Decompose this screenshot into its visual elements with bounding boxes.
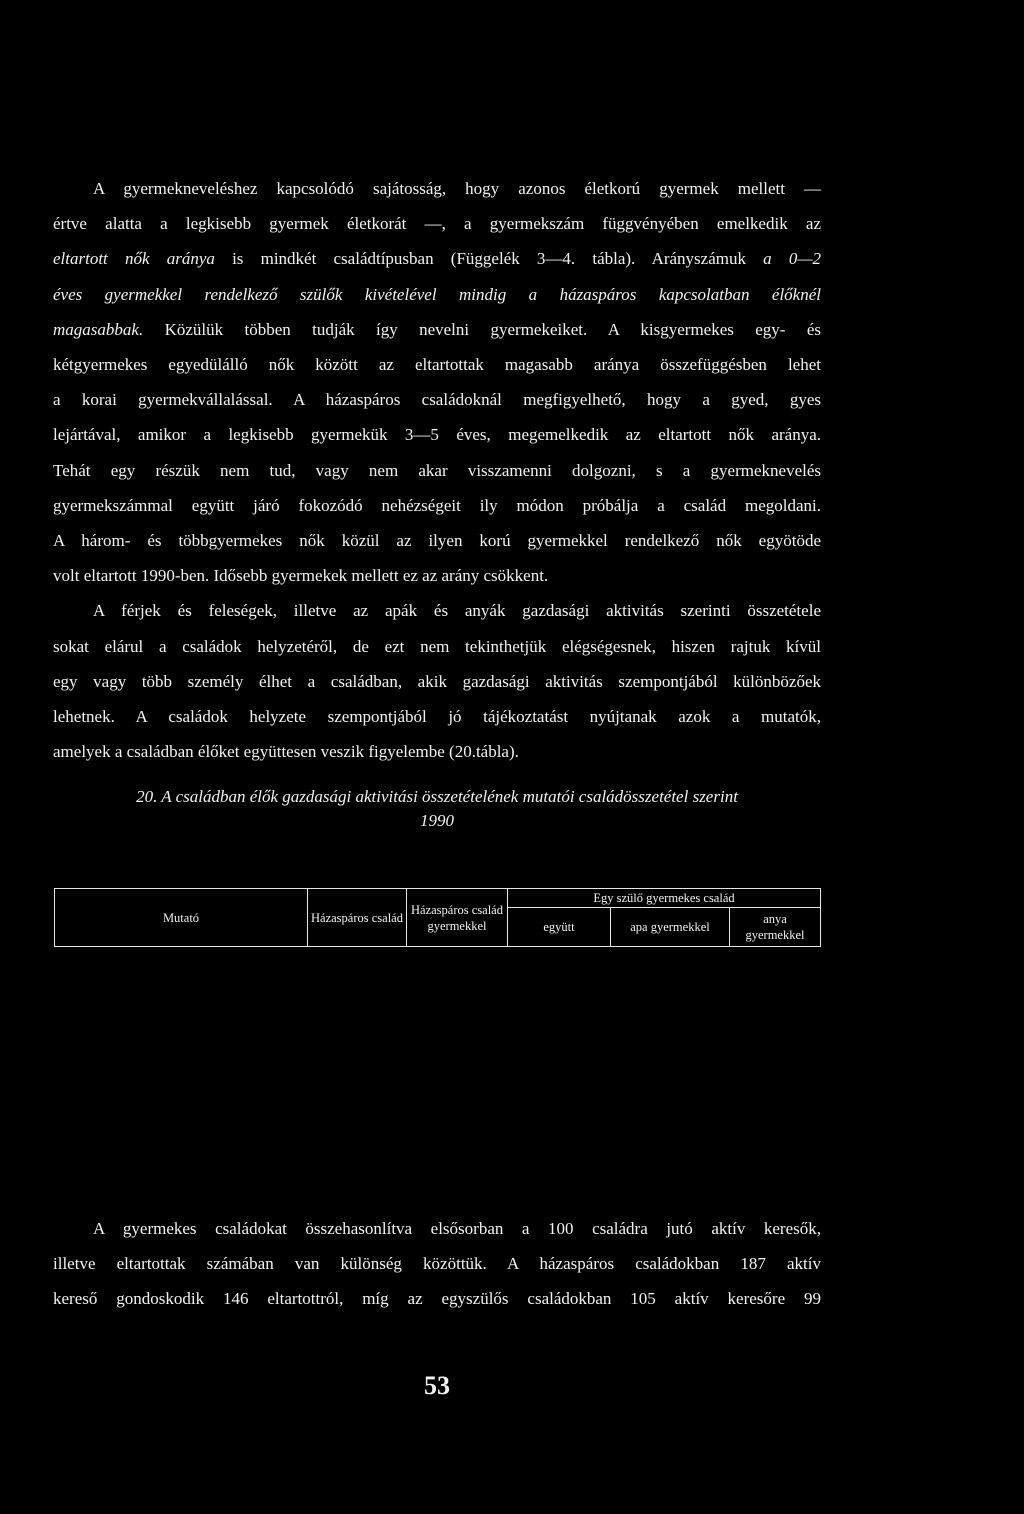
paragraph-family-children: [53, 171, 821, 593]
text-line: A gyermekneveléshez kapcsolódó sajátosság, hogy azonos életkorú gyermek mellett —: [93, 179, 821, 198]
text-span: Közülük többen tudják így nevelni gyermekeiket. A kisgyermekes egy- és: [143, 319, 821, 339]
text-line: sokat elárul a családok helyzetéről, de ezt nem tekinthetjük elégségesnek, hiszen rajtuk kívül: [53, 636, 821, 656]
text-line: [53, 241, 821, 276]
page-body: [53, 171, 821, 1400]
page-number: 53: [424, 1371, 450, 1400]
text-line: A férjek és feleségek, illetve az apák és anyák gazdasági aktivitás szerinti összetétele: [93, 601, 821, 621]
text-line: Tehát egy részük nem tud, vagy nem akar visszamenni dolgozni, s a gyermeknevelés: [53, 460, 821, 480]
table-20-header: [54, 888, 821, 947]
text-line: kétgyermekes egyedülálló nők között az eltartottak magasabb aránya összefüggésben lehet: [53, 355, 821, 375]
italic-text: eltartott nők aránya: [53, 249, 215, 269]
text-line: A három- és többgyermekes nők közül az ilyen korú gyermekkel rendelkező nők egyötöde: [53, 531, 821, 551]
table-year: 1990: [420, 811, 454, 831]
italic-text: a 0—2: [763, 249, 821, 269]
header-cell-egy-szulo: Egy szülő gyermekes család: [508, 889, 821, 908]
header-cell-hazaspar-gyermekkel: Házaspáros család gyermekkel: [407, 889, 508, 947]
header-cell-anya: anya gyermekkel: [730, 908, 821, 947]
header-cell-hazaspar-csalad: Házaspáros család: [308, 889, 407, 947]
text-line: egy vagy több személy élhet a családban, akik gazdasági aktivitás szempontjából különbözőek: [53, 671, 821, 691]
text-line: gyermekszámmal együtt járó fokozódó nehézségeit ily módon próbálja a család megoldani.: [53, 495, 821, 515]
header-cell-mutato: Mutató: [55, 889, 308, 947]
header-cell-egyutt: együtt: [508, 908, 611, 947]
paragraph-economic-activity: [53, 593, 821, 769]
text-line: amelyek a családban élőket együttesen veszik figyelembe (20.tábla).: [53, 742, 519, 762]
text-span: is mindkét családtípusban (Függelék 3—4. tábla). Arányszámuk: [214, 249, 764, 269]
text-line: a korai gyermekvállalással. A házaspáros családoknál megfigyelhető, hogy a gyed, gyes: [53, 390, 821, 410]
text-line: lejártával, amikor a legkisebb gyermekük 3—5 éves, megemelkedik az eltartott nők aránya.: [53, 425, 821, 445]
text-line: [53, 312, 821, 347]
table-title: 20. A családban élők gazdasági aktivitási összetételének mutatói családösszetétel szerint: [136, 787, 738, 807]
text-line: illetve eltartottak számában van különség közöttük. A házaspáros családokban 187 aktív: [53, 1254, 821, 1274]
table-caption: [53, 785, 821, 833]
text-line: értve alatta a legkisebb gyermek életkorát —, a gyermekszám függvényében emelkedik az: [53, 214, 821, 234]
italic-text: éves gyermekkel rendelkező szülők kivételével mindig a házaspáros kapcsolatban élőknél: [53, 284, 821, 304]
text-line: lehetnek. A családok helyzete szempontjából jó tájékoztatást nyújtanak azok a mutatók,: [53, 707, 821, 727]
header-cell-apa: apa gyermekkel: [611, 908, 730, 947]
italic-text: magasabbak.: [53, 319, 144, 339]
text-line: [53, 277, 821, 312]
paragraph-comparison: [53, 1211, 821, 1317]
text-line: A gyermekes családokat összehasonlítva elsősorban a 100 családra jutó aktív keresők,: [93, 1219, 821, 1238]
text-line: volt eltartott 1990-ben. Idősebb gyermekek mellett ez az arány csökkent.: [53, 566, 549, 586]
text-line: kereső gondoskodik 146 eltartottról, míg az egyszülős családokban 105 aktív keresőre 99: [53, 1289, 821, 1309]
